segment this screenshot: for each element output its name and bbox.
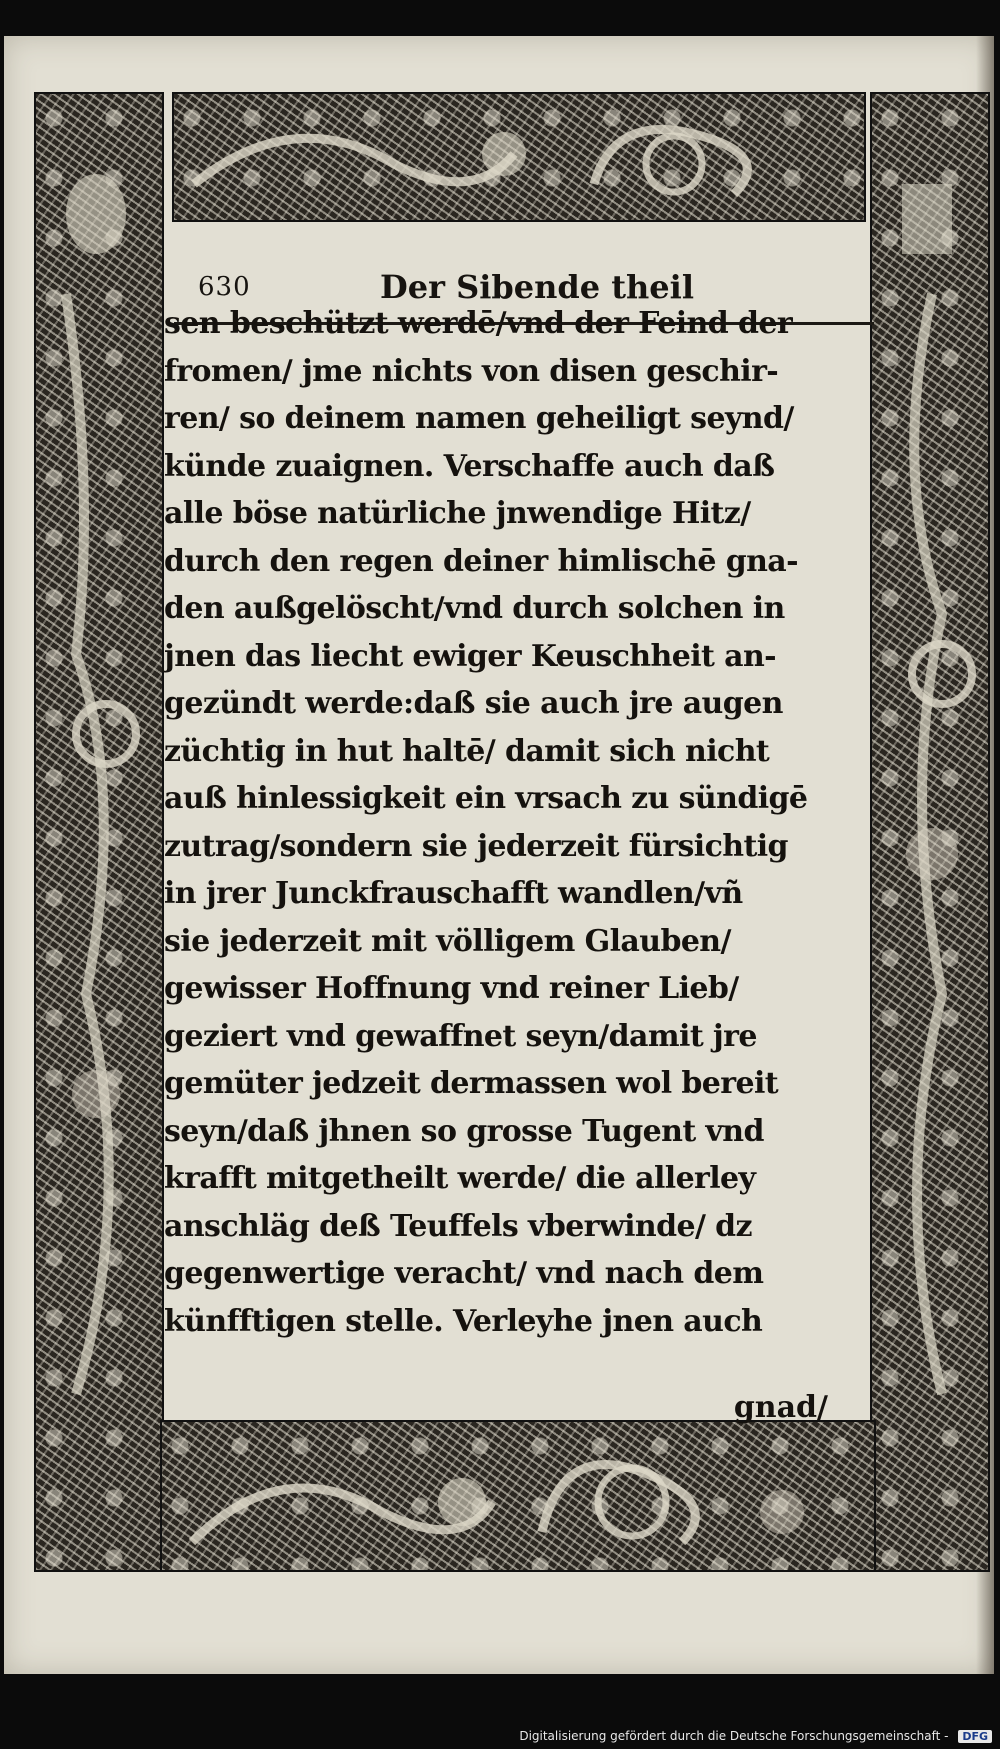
digitization-credit [519,1729,992,1743]
text-line: sie jederzeit mit völligem Glauben/ [164,923,731,959]
text-line: künfftigen stelle. Verleyhe jnen auch [164,1303,763,1339]
catchword: gnad/ [733,1390,828,1425]
text-line: geziert vnd gewaffnet seyn/damit jre [164,1018,757,1054]
text-line: zutrag/sondern sie jederzeit fürsichtig [164,828,788,864]
woodcut-border-left [34,92,164,1572]
credit-text: Digitalisierung gefördert durch die Deutsche Forschungsgemeinschaft - [519,1729,949,1743]
text-line: künde zuaignen. Verschaffe auch daß [164,448,775,484]
text-line: seyn/daß jhnen so grosse Tugent vnd [164,1113,764,1149]
text-block [162,228,868,1425]
text-line: krafft mitgetheilt werde/ die allerley [164,1161,756,1196]
text-line: ren/ so deinem namen geheiligt seynd/ [164,401,794,436]
page-number: 630 [198,272,251,302]
text-line: jnen das liecht ewiger Keuschheit an- [164,638,777,674]
text-line: gegenwertige veracht/ vnd nach dem [164,1256,764,1291]
text-line: sen beschützt werdē/vnd der Feind der [164,306,793,341]
text-line: durch den regen deiner himlischē gna- [164,543,798,579]
woodcut-border-top [172,92,866,222]
text-line: züchtig in hut haltē/ damit sich nicht [164,733,770,769]
woodcut-border-right [870,92,990,1572]
text-line: fromen/ jme nichts von disen geschir- [164,353,779,389]
text-line: anschläg deß Teuffels vberwinde/ dz [164,1208,752,1244]
text-line: gemüter jedzeit dermassen wol bereit [164,1066,779,1101]
running-head: Der Sibende theil [380,268,694,306]
woodcut-border-bottom [160,1420,876,1572]
text-line: gezündt werde:daß sie auch jre augen [164,686,783,721]
text-line: auß hinlessigkeit ein vrsach zu sündigē [164,781,808,816]
text-line: gewisser Hoffnung vnd reiner Lieb/ [164,971,739,1006]
body-text [164,300,868,1345]
text-line: den außgelöscht/vnd durch solchen in [164,591,785,626]
text-line: alle böse natürliche jnwendige Hitz/ [164,496,751,531]
text-line: in jrer Junckfrauschafft wandlen/vñ [164,876,743,911]
dfg-logo: DFG [958,1730,992,1743]
